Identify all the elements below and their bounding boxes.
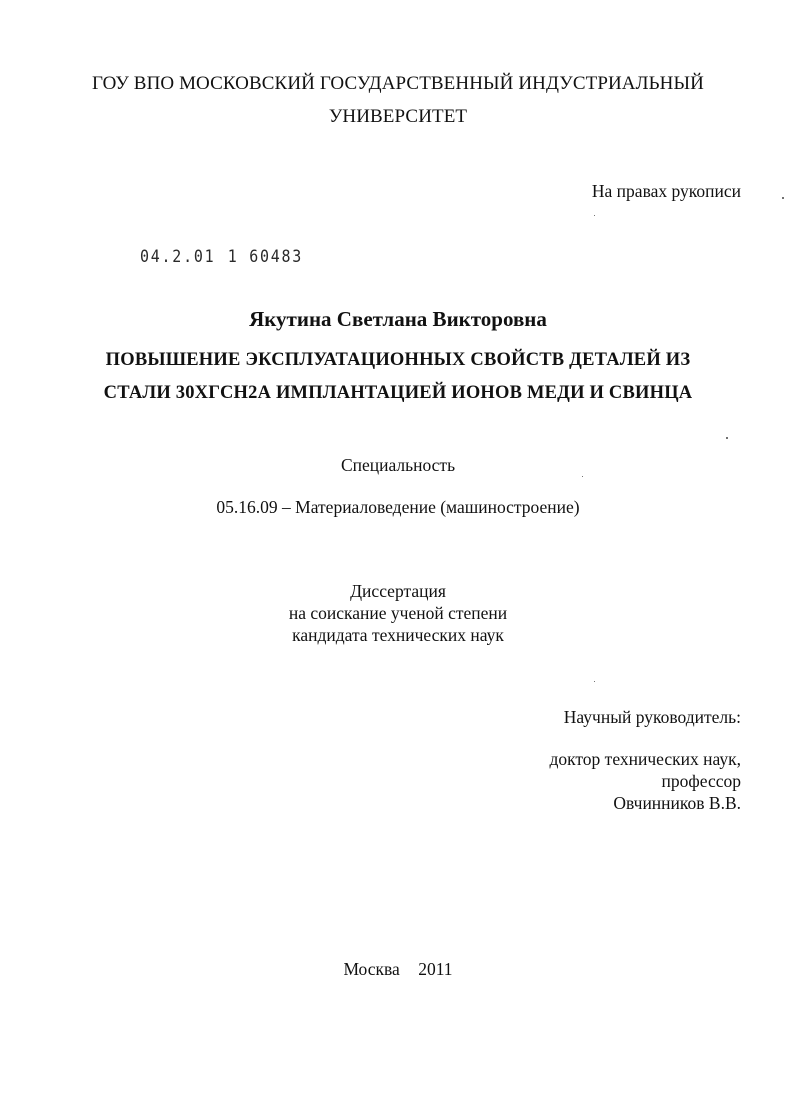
title-line-1: ПОВЫШЕНИЕ ЭКСПЛУАТАЦИОННЫХ СВОЙСТВ ДЕТАЛЕЙ ИЗ	[105, 350, 691, 370]
library-stamp	[140, 247, 315, 267]
degree-line-3: кандидата технических наук	[292, 625, 504, 645]
city-year: Москва 2011	[343, 959, 453, 979]
supervisor-label: Научный руководитель:	[563, 707, 741, 727]
stamp-number: 1 60483	[227, 247, 304, 267]
title-line-2: СТАЛИ 30ХГСН2А ИМПЛАНТАЦИЕЙ ИОНОВ МЕДИ И СВИНЦА	[103, 383, 693, 403]
scan-speck	[594, 681, 595, 682]
degree-line-2: на соискание ученой степени	[288, 603, 508, 623]
specialty-code: 05.16.09 – Материаловедение (машиностроение)	[216, 497, 580, 517]
specialty-label: Специальность	[340, 455, 456, 475]
scan-speck	[594, 215, 595, 216]
scan-speck	[782, 197, 784, 199]
manuscript-rights: На правах рукописи	[591, 181, 741, 201]
organization-line-2: УНИВЕРСИТЕТ	[328, 106, 468, 127]
supervisor-name: Овчинников В.В.	[613, 793, 741, 813]
supervisor-rank: профессор	[661, 771, 741, 791]
author-name: Якутина Светлана Викторовна	[249, 307, 547, 331]
scan-speck	[582, 476, 583, 477]
scan-speck	[726, 437, 728, 439]
stamp-date: 04.2.01	[140, 247, 216, 267]
organization-line-1: ГОУ ВПО МОСКОВСКИЙ ГОСУДАРСТВЕННЫЙ ИНДУСТРИАЛЬНЫЙ	[92, 73, 704, 94]
supervisor-degree: доктор технических наук,	[549, 749, 741, 769]
degree-line-1: Диссертация	[350, 581, 446, 601]
